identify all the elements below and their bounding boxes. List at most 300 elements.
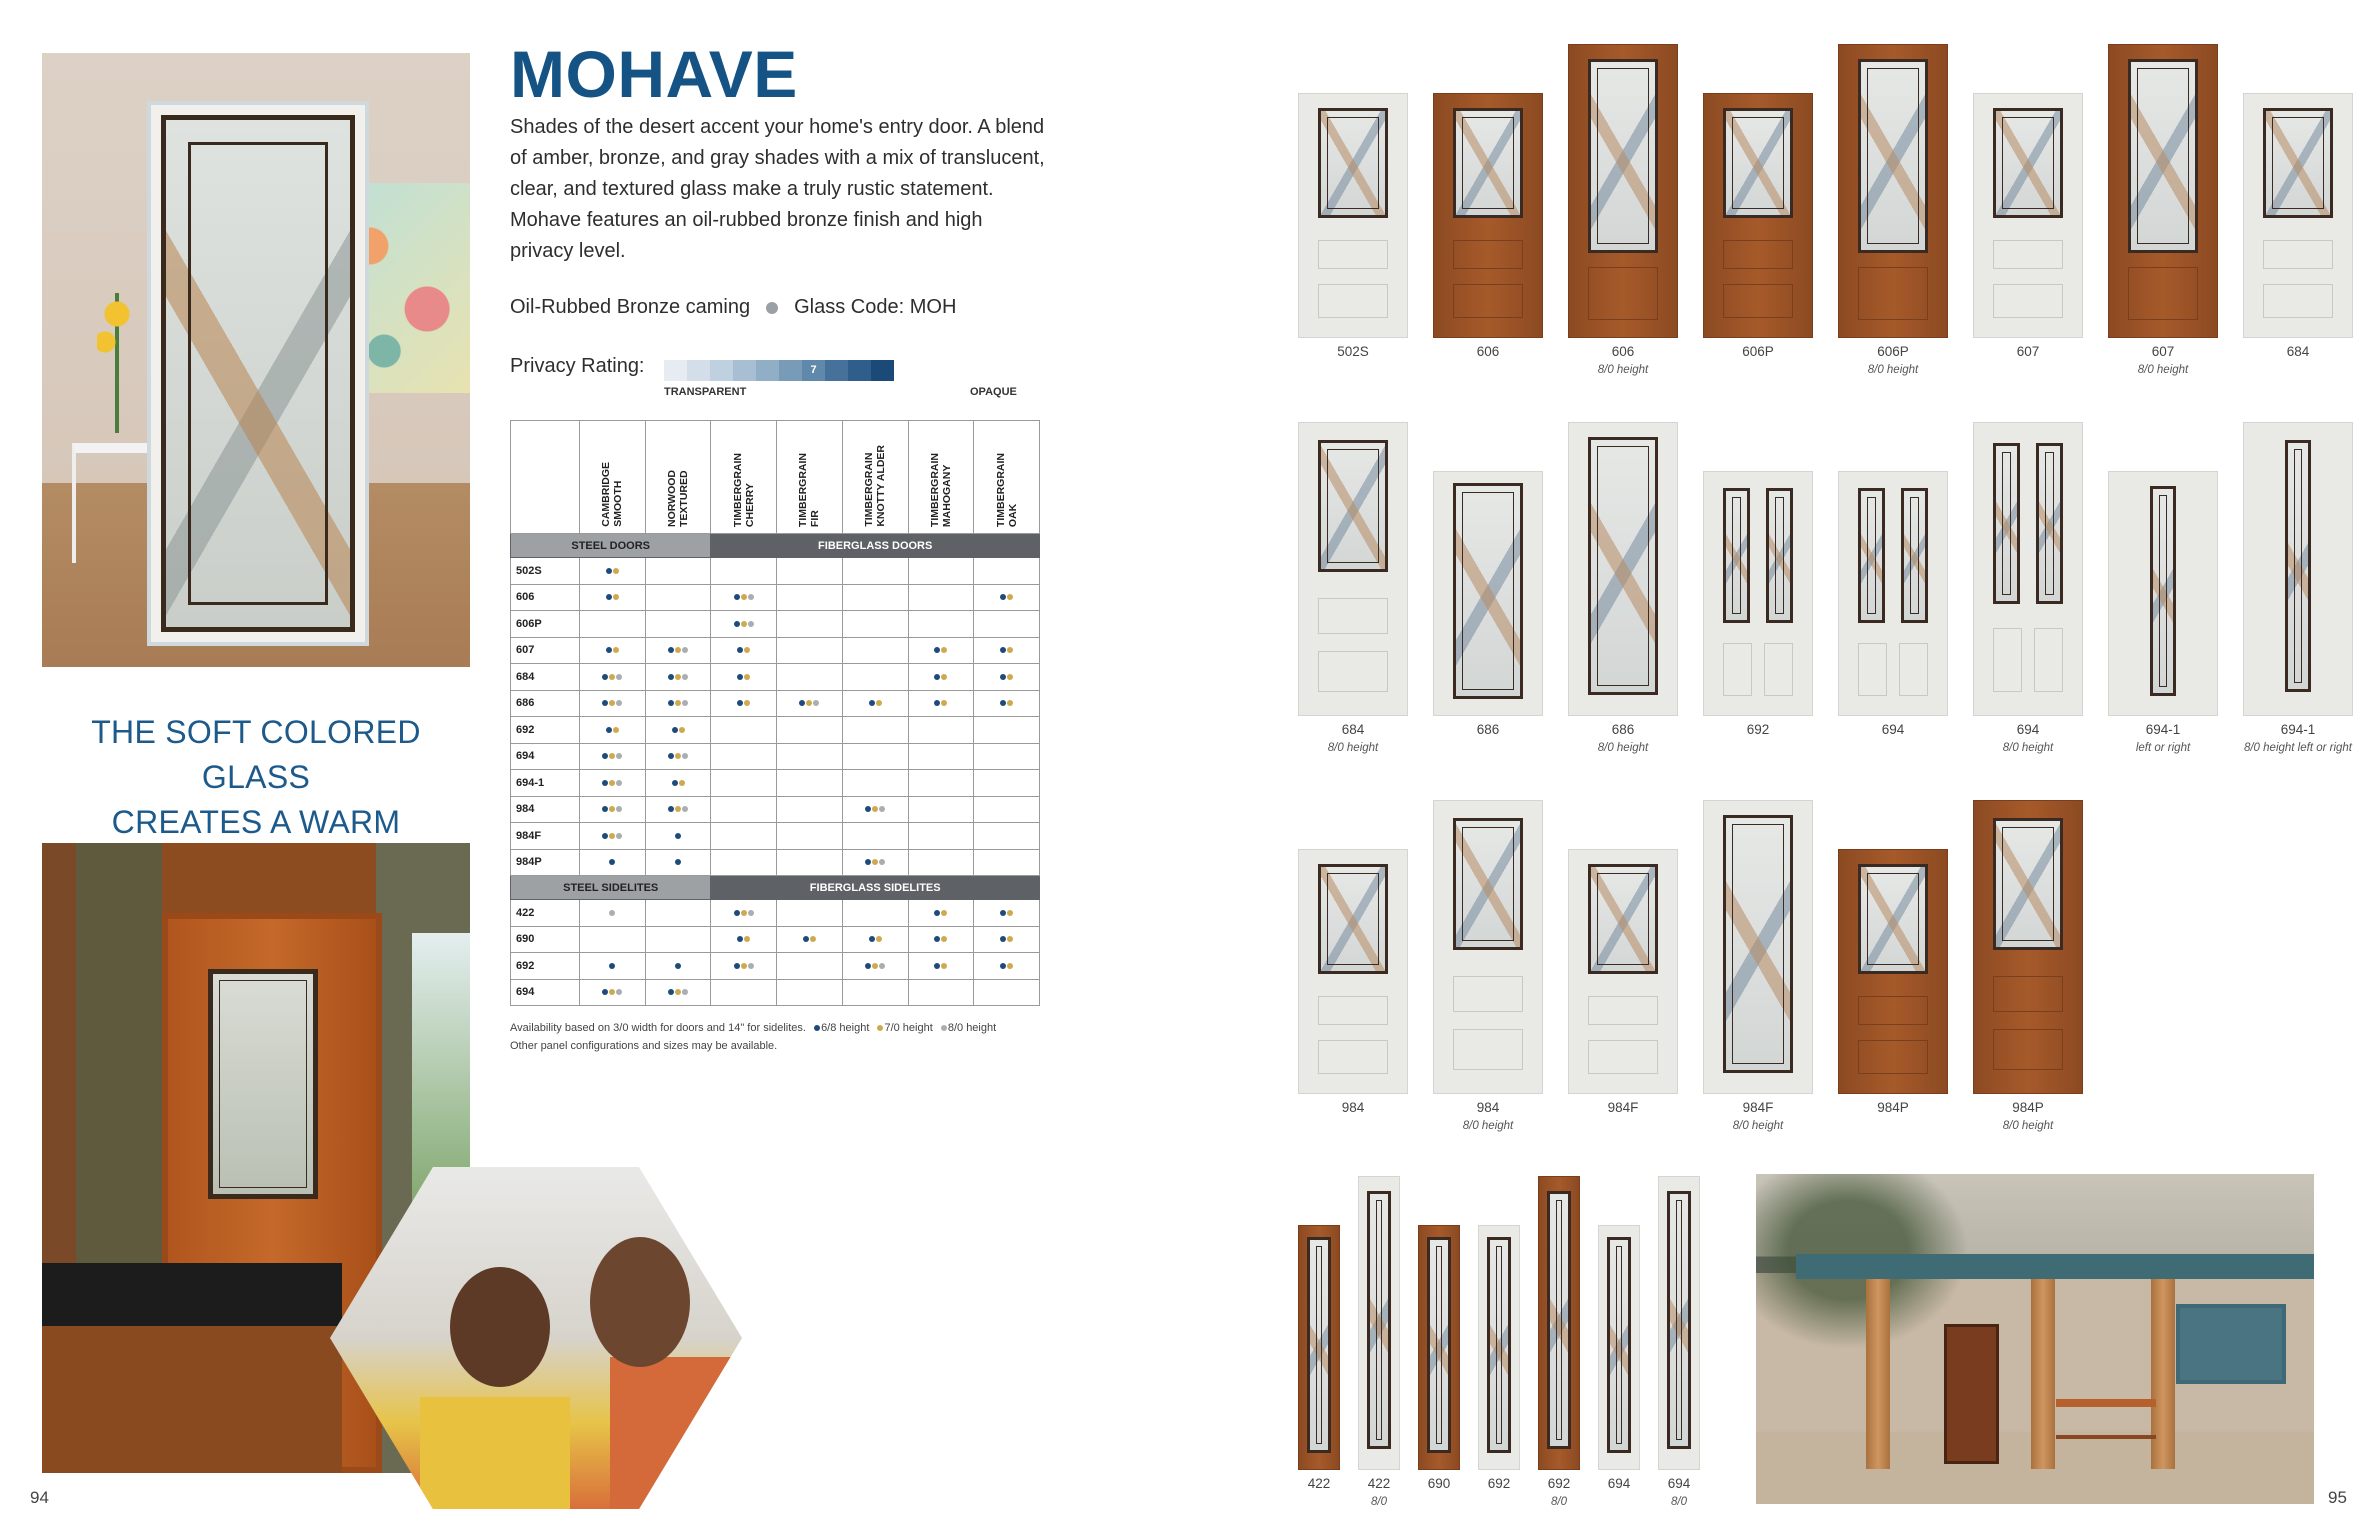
height-8-dot-icon bbox=[748, 910, 754, 916]
height-6-dot-icon bbox=[1000, 963, 1006, 969]
height-6-dot-icon bbox=[602, 753, 608, 759]
height-8-dot-icon bbox=[616, 753, 622, 759]
legend-8-0-dot-icon bbox=[941, 1025, 947, 1031]
availability-cell bbox=[777, 849, 843, 876]
door-row2-2 bbox=[1433, 471, 1543, 716]
column-header: TIMBERGRAIN FIR bbox=[777, 421, 843, 534]
door-label: 984 bbox=[1476, 1100, 1500, 1115]
height-8-dot-icon bbox=[879, 859, 885, 865]
height-6-dot-icon bbox=[934, 647, 940, 653]
availability-cell bbox=[842, 796, 908, 823]
door-sublabel: 8/0 height bbox=[1597, 742, 1649, 754]
availability-cell bbox=[842, 770, 908, 797]
height-7-dot-icon bbox=[679, 727, 685, 733]
availability-cell bbox=[974, 900, 1040, 927]
table-row bbox=[511, 953, 1040, 980]
availability-cell bbox=[711, 558, 777, 585]
legend-6-8-dot-icon bbox=[814, 1025, 820, 1031]
availability-cell bbox=[711, 900, 777, 927]
height-7-dot-icon bbox=[741, 621, 747, 627]
footnote-line-1: Availability based on 3/0 width for doors and 14" for sidelites. bbox=[510, 1022, 806, 1034]
door-row1-8 bbox=[2243, 93, 2353, 338]
height-8-dot-icon bbox=[616, 780, 622, 786]
door-label: 422 bbox=[1367, 1476, 1391, 1491]
door-row3-1 bbox=[1298, 849, 1408, 1094]
door-label: 694 bbox=[2016, 722, 2040, 737]
height-6-dot-icon bbox=[668, 806, 674, 812]
door-row1-2 bbox=[1433, 93, 1543, 338]
sidelite-1 bbox=[1298, 1225, 1340, 1470]
availability-cell bbox=[711, 979, 777, 1006]
height-6-dot-icon bbox=[799, 700, 805, 706]
door-label: 692 bbox=[1746, 722, 1770, 737]
height-6-dot-icon bbox=[1000, 674, 1006, 680]
door-label: 984F bbox=[1607, 1100, 1639, 1115]
height-6-dot-icon bbox=[737, 674, 743, 680]
man bbox=[590, 1237, 690, 1367]
availability-cell bbox=[974, 637, 1040, 664]
column-header: CAMBRIDGE SMOOTH bbox=[580, 421, 646, 534]
height-7-dot-icon bbox=[609, 780, 615, 786]
privacy-scale-segment bbox=[871, 360, 894, 381]
section-fiberglass: FIBERGLASS SIDELITES bbox=[711, 876, 1040, 900]
availability-cell bbox=[777, 979, 843, 1006]
door-sublabel: 8/0 height bbox=[1462, 1120, 1514, 1132]
row-label: 692 bbox=[511, 953, 580, 980]
availability-cell bbox=[580, 796, 646, 823]
height-8-dot-icon bbox=[616, 700, 622, 706]
height-6-dot-icon bbox=[675, 963, 681, 969]
availability-cell bbox=[645, 717, 711, 744]
availability-cell bbox=[908, 953, 974, 980]
height-6-dot-icon bbox=[672, 780, 678, 786]
height-6-dot-icon bbox=[865, 806, 871, 812]
door-row1-5 bbox=[1838, 44, 1948, 338]
porch-roof bbox=[1796, 1254, 2314, 1279]
availability-cell bbox=[580, 558, 646, 585]
height-6-dot-icon bbox=[668, 700, 674, 706]
availability-cell bbox=[777, 953, 843, 980]
column-header: NORWOOD TEXTURED bbox=[645, 421, 711, 534]
availability-cell bbox=[711, 664, 777, 691]
availability-cell bbox=[908, 584, 974, 611]
table-row bbox=[511, 743, 1040, 770]
availability-cell bbox=[777, 796, 843, 823]
height-8-dot-icon bbox=[813, 700, 819, 706]
availability-cell bbox=[711, 584, 777, 611]
door-label: 422 bbox=[1307, 1476, 1331, 1491]
section-header-row bbox=[511, 876, 1040, 900]
sidelite-3 bbox=[1418, 1225, 1460, 1470]
availability-cell bbox=[908, 849, 974, 876]
height-6-dot-icon bbox=[675, 859, 681, 865]
availability-cell bbox=[842, 558, 908, 585]
privacy-scale bbox=[664, 360, 894, 381]
availability-cell bbox=[645, 900, 711, 927]
height-6-dot-icon bbox=[606, 568, 612, 574]
glass-code: Glass Code: MOH bbox=[794, 296, 957, 318]
height-7-dot-icon bbox=[741, 594, 747, 600]
door-label: 984P bbox=[2012, 1100, 2044, 1115]
height-6-dot-icon bbox=[934, 674, 940, 680]
availability-cell bbox=[645, 770, 711, 797]
height-6-dot-icon bbox=[869, 700, 875, 706]
height-8-dot-icon bbox=[616, 989, 622, 995]
row-label: 984F bbox=[511, 823, 580, 850]
height-7-dot-icon bbox=[675, 674, 681, 680]
height-8-dot-icon bbox=[616, 833, 622, 839]
availability-cell bbox=[645, 953, 711, 980]
table-row bbox=[511, 849, 1040, 876]
availability-cell bbox=[580, 690, 646, 717]
height-7-dot-icon bbox=[613, 727, 619, 733]
privacy-label: Privacy Rating: bbox=[510, 355, 645, 377]
height-6-dot-icon bbox=[803, 936, 809, 942]
section-steel: STEEL DOORS bbox=[511, 534, 711, 558]
door-label: 984F bbox=[1742, 1100, 1774, 1115]
height-6-dot-icon bbox=[734, 963, 740, 969]
table-row bbox=[511, 823, 1040, 850]
door-label: 686 bbox=[1611, 722, 1635, 737]
footnote-line-2: Other panel configurations and sizes may be available. bbox=[510, 1040, 778, 1052]
availability-cell bbox=[580, 770, 646, 797]
height-7-dot-icon bbox=[806, 700, 812, 706]
table-row bbox=[511, 637, 1040, 664]
availability-cell bbox=[777, 584, 843, 611]
height-7-dot-icon bbox=[744, 700, 750, 706]
door-row2-6 bbox=[1973, 422, 2083, 716]
privacy-scale-segment bbox=[848, 360, 871, 381]
availability-cell bbox=[777, 558, 843, 585]
door-row3-6 bbox=[1973, 800, 2083, 1094]
section-steel: STEEL SIDELITES bbox=[511, 876, 711, 900]
height-7-dot-icon bbox=[872, 963, 878, 969]
availability-cell bbox=[711, 770, 777, 797]
availability-cell bbox=[842, 611, 908, 638]
height-8-dot-icon bbox=[748, 594, 754, 600]
height-8-dot-icon bbox=[682, 700, 688, 706]
availability-cell bbox=[645, 611, 711, 638]
height-6-dot-icon bbox=[1000, 910, 1006, 916]
row-label: 694-1 bbox=[511, 770, 580, 797]
availability-cell bbox=[908, 664, 974, 691]
height-7-dot-icon bbox=[675, 647, 681, 653]
height-6-dot-icon bbox=[734, 910, 740, 916]
house-window bbox=[2176, 1304, 2286, 1384]
page-number-left: 94 bbox=[30, 1488, 49, 1507]
height-6-dot-icon bbox=[668, 647, 674, 653]
height-7-dot-icon bbox=[609, 674, 615, 680]
column-header: TIMBERGRAIN KNOTTY ALDER bbox=[842, 421, 908, 534]
availability-table bbox=[510, 420, 1040, 1006]
availability-cell bbox=[974, 558, 1040, 585]
height-7-dot-icon bbox=[872, 859, 878, 865]
availability-cell bbox=[974, 926, 1040, 953]
door-row1-1 bbox=[1298, 93, 1408, 338]
availability-cell bbox=[777, 743, 843, 770]
availability-cell bbox=[580, 979, 646, 1006]
availability-cell bbox=[777, 770, 843, 797]
door-sublabel: 8/0 height bbox=[2002, 1120, 2054, 1132]
height-7-dot-icon bbox=[876, 700, 882, 706]
door-label: 684 bbox=[2286, 344, 2310, 359]
availability-cell bbox=[908, 823, 974, 850]
availability-cell bbox=[580, 664, 646, 691]
availability-cell bbox=[777, 926, 843, 953]
height-6-dot-icon bbox=[934, 910, 940, 916]
section-header-row bbox=[511, 534, 1040, 558]
door-sublabel: 8/0 height left or right bbox=[2243, 742, 2353, 754]
height-7-dot-icon bbox=[609, 700, 615, 706]
height-8-dot-icon bbox=[682, 753, 688, 759]
door-row1-3 bbox=[1568, 44, 1678, 338]
availability-cell bbox=[645, 796, 711, 823]
availability-cell bbox=[842, 664, 908, 691]
door-label: 692 bbox=[1487, 1476, 1511, 1491]
door-row3-2 bbox=[1433, 800, 1543, 1094]
door-label: 607 bbox=[2151, 344, 2175, 359]
availability-cell bbox=[645, 664, 711, 691]
height-7-dot-icon bbox=[744, 674, 750, 680]
height-6-dot-icon bbox=[737, 936, 743, 942]
availability-cell bbox=[711, 611, 777, 638]
availability-cell bbox=[645, 979, 711, 1006]
height-7-dot-icon bbox=[1007, 594, 1013, 600]
house-door bbox=[1944, 1324, 1999, 1464]
availability-cell bbox=[974, 770, 1040, 797]
height-7-dot-icon bbox=[609, 753, 615, 759]
house-entry-photo bbox=[1756, 1174, 2314, 1504]
privacy-scale-segment bbox=[825, 360, 848, 381]
table-row bbox=[511, 717, 1040, 744]
height-6-dot-icon bbox=[602, 833, 608, 839]
availability-cell bbox=[974, 611, 1040, 638]
availability-cell bbox=[645, 690, 711, 717]
door-row2-8 bbox=[2243, 422, 2353, 716]
height-7-dot-icon bbox=[941, 910, 947, 916]
row-label: 606 bbox=[511, 584, 580, 611]
height-6-dot-icon bbox=[1000, 700, 1006, 706]
tagline-line-2: CREATES A WARM bbox=[111, 804, 401, 840]
table-row bbox=[511, 979, 1040, 1006]
availability-cell bbox=[777, 611, 843, 638]
height-8-dot-icon bbox=[682, 806, 688, 812]
availability-cell bbox=[842, 900, 908, 927]
door-sublabel: 8/0 height bbox=[1597, 364, 1649, 376]
availability-cell bbox=[580, 849, 646, 876]
height-6-dot-icon bbox=[869, 936, 875, 942]
privacy-transparent-label: TRANSPARENT bbox=[664, 386, 747, 398]
height-6-dot-icon bbox=[675, 833, 681, 839]
door-sublabel: 8/0 height bbox=[2002, 742, 2054, 754]
table-row bbox=[511, 584, 1040, 611]
height-7-dot-icon bbox=[1007, 700, 1013, 706]
row-label: 502S bbox=[511, 558, 580, 585]
availability-cell bbox=[645, 823, 711, 850]
door-label: 984 bbox=[1341, 1100, 1365, 1115]
section-fiberglass: FIBERGLASS DOORS bbox=[711, 534, 1040, 558]
availability-cell bbox=[580, 637, 646, 664]
door-label: 694-1 bbox=[2145, 722, 2181, 737]
door-row3-5 bbox=[1838, 849, 1948, 1094]
column-header: TIMBERGRAIN OAK bbox=[974, 421, 1040, 534]
door-sublabel: 8/0 bbox=[1671, 1496, 1687, 1508]
height-7-dot-icon bbox=[675, 753, 681, 759]
table-row bbox=[511, 900, 1040, 927]
door-label: 694-1 bbox=[2280, 722, 2316, 737]
page-title: MOHAVE bbox=[510, 37, 798, 111]
height-6-dot-icon bbox=[934, 963, 940, 969]
availability-cell bbox=[711, 637, 777, 664]
door-label: 607 bbox=[2016, 344, 2040, 359]
height-6-dot-icon bbox=[734, 621, 740, 627]
availability-cell bbox=[645, 926, 711, 953]
door-row2-5 bbox=[1838, 471, 1948, 716]
availability-cell bbox=[645, 743, 711, 770]
availability-cell bbox=[842, 690, 908, 717]
availability-cell bbox=[908, 637, 974, 664]
door-row2-3 bbox=[1568, 422, 1678, 716]
page-number-right: 95 bbox=[2328, 1488, 2347, 1507]
sidelite-2 bbox=[1358, 1176, 1400, 1470]
height-7-dot-icon bbox=[810, 936, 816, 942]
legend-7-0-dot-icon bbox=[877, 1025, 883, 1031]
privacy-scale-segment bbox=[733, 360, 756, 381]
availability-cell bbox=[974, 584, 1040, 611]
privacy-opaque-label: OPAQUE bbox=[970, 386, 1017, 398]
side-table bbox=[72, 443, 152, 563]
caming-info bbox=[510, 296, 956, 319]
product-description: Shades of the desert accent your home's entry door. A blend of amber, bronze, and gray shades with a mix of translucent, clear, and textured glass make a truly rustic statement. Mohave features an oil-rubbed bronze finish and high privacy level. bbox=[510, 116, 1045, 262]
row-label: 690 bbox=[511, 926, 580, 953]
availability-cell bbox=[711, 690, 777, 717]
door-row2-4 bbox=[1703, 471, 1813, 716]
height-7-dot-icon bbox=[1007, 936, 1013, 942]
footnote bbox=[510, 1019, 1070, 1055]
door-sublabel: left or right bbox=[2135, 742, 2191, 754]
availability-cell bbox=[580, 743, 646, 770]
availability-cell bbox=[645, 849, 711, 876]
availability-cell bbox=[974, 690, 1040, 717]
height-7-dot-icon bbox=[675, 700, 681, 706]
tagline-line-1: THE SOFT COLORED GLASS bbox=[91, 714, 421, 795]
privacy-scale-segment bbox=[756, 360, 779, 381]
availability-cell bbox=[908, 690, 974, 717]
height-7-dot-icon bbox=[609, 833, 615, 839]
privacy-scale-segment bbox=[710, 360, 733, 381]
privacy-rating-marker: 7 bbox=[802, 360, 825, 381]
height-7-dot-icon bbox=[1007, 647, 1013, 653]
row-label: 984 bbox=[511, 796, 580, 823]
height-7-dot-icon bbox=[941, 963, 947, 969]
height-7-dot-icon bbox=[1007, 674, 1013, 680]
door-interior-photo bbox=[42, 53, 470, 667]
legend-7-0: 7/0 height bbox=[884, 1022, 933, 1034]
availability-cell bbox=[908, 558, 974, 585]
height-6-dot-icon bbox=[734, 594, 740, 600]
height-7-dot-icon bbox=[941, 700, 947, 706]
height-7-dot-icon bbox=[941, 674, 947, 680]
height-7-dot-icon bbox=[675, 989, 681, 995]
height-8-dot-icon bbox=[879, 806, 885, 812]
row-label: 694 bbox=[511, 743, 580, 770]
legend-8-0: 8/0 height bbox=[947, 1022, 997, 1034]
availability-cell bbox=[777, 664, 843, 691]
door-row1-6 bbox=[1973, 93, 2083, 338]
height-7-dot-icon bbox=[941, 647, 947, 653]
row-label: 422 bbox=[511, 900, 580, 927]
availability-cell bbox=[842, 823, 908, 850]
availability-cell bbox=[842, 979, 908, 1006]
porch-bench bbox=[2056, 1399, 2156, 1439]
height-8-dot-icon bbox=[748, 621, 754, 627]
column-header: TIMBERGRAIN CHERRY bbox=[711, 421, 777, 534]
availability-cell bbox=[645, 637, 711, 664]
height-7-dot-icon bbox=[941, 936, 947, 942]
availability-cell bbox=[842, 849, 908, 876]
door-sublabel: 8/0 bbox=[1551, 1496, 1567, 1508]
height-6-dot-icon bbox=[865, 963, 871, 969]
availability-cell bbox=[777, 823, 843, 850]
height-6-dot-icon bbox=[1000, 647, 1006, 653]
woman bbox=[450, 1267, 550, 1387]
availability-cell bbox=[974, 664, 1040, 691]
availability-cell bbox=[842, 717, 908, 744]
row-label: 684 bbox=[511, 664, 580, 691]
table-row bbox=[511, 926, 1040, 953]
separator-dot-icon bbox=[766, 302, 778, 314]
height-7-dot-icon bbox=[1007, 910, 1013, 916]
height-6-dot-icon bbox=[1000, 594, 1006, 600]
door-label: 694 bbox=[1881, 722, 1905, 737]
height-7-dot-icon bbox=[744, 936, 750, 942]
table-row bbox=[511, 558, 1040, 585]
height-6-dot-icon bbox=[1000, 936, 1006, 942]
door-row3-4 bbox=[1703, 800, 1813, 1094]
door-label: 684 bbox=[1341, 722, 1365, 737]
availability-cell bbox=[777, 900, 843, 927]
sidelite-6 bbox=[1598, 1225, 1640, 1470]
row-label: 984P bbox=[511, 849, 580, 876]
height-6-dot-icon bbox=[602, 700, 608, 706]
height-6-dot-icon bbox=[865, 859, 871, 865]
availability-cell bbox=[974, 743, 1040, 770]
availability-cell bbox=[711, 823, 777, 850]
availability-cell bbox=[711, 926, 777, 953]
height-6-dot-icon bbox=[602, 989, 608, 995]
height-8-dot-icon bbox=[879, 963, 885, 969]
kitchen-counter bbox=[42, 1263, 342, 1473]
privacy-scale-segment bbox=[664, 360, 687, 381]
row-label: 692 bbox=[511, 717, 580, 744]
availability-cell bbox=[974, 979, 1040, 1006]
table-row bbox=[511, 796, 1040, 823]
column-header: TIMBERGRAIN MAHOGANY bbox=[908, 421, 974, 534]
door-label: 606P bbox=[1877, 344, 1909, 359]
height-8-dot-icon bbox=[682, 674, 688, 680]
height-6-dot-icon bbox=[668, 989, 674, 995]
height-6-dot-icon bbox=[602, 806, 608, 812]
availability-cell bbox=[711, 849, 777, 876]
row-label: 607 bbox=[511, 637, 580, 664]
availability-cell bbox=[908, 717, 974, 744]
height-6-dot-icon bbox=[606, 647, 612, 653]
door-row2-1 bbox=[1298, 422, 1408, 716]
door-label: 984P bbox=[1877, 1100, 1909, 1115]
availability-cell bbox=[580, 900, 646, 927]
height-6-dot-icon bbox=[602, 780, 608, 786]
availability-cell bbox=[711, 717, 777, 744]
